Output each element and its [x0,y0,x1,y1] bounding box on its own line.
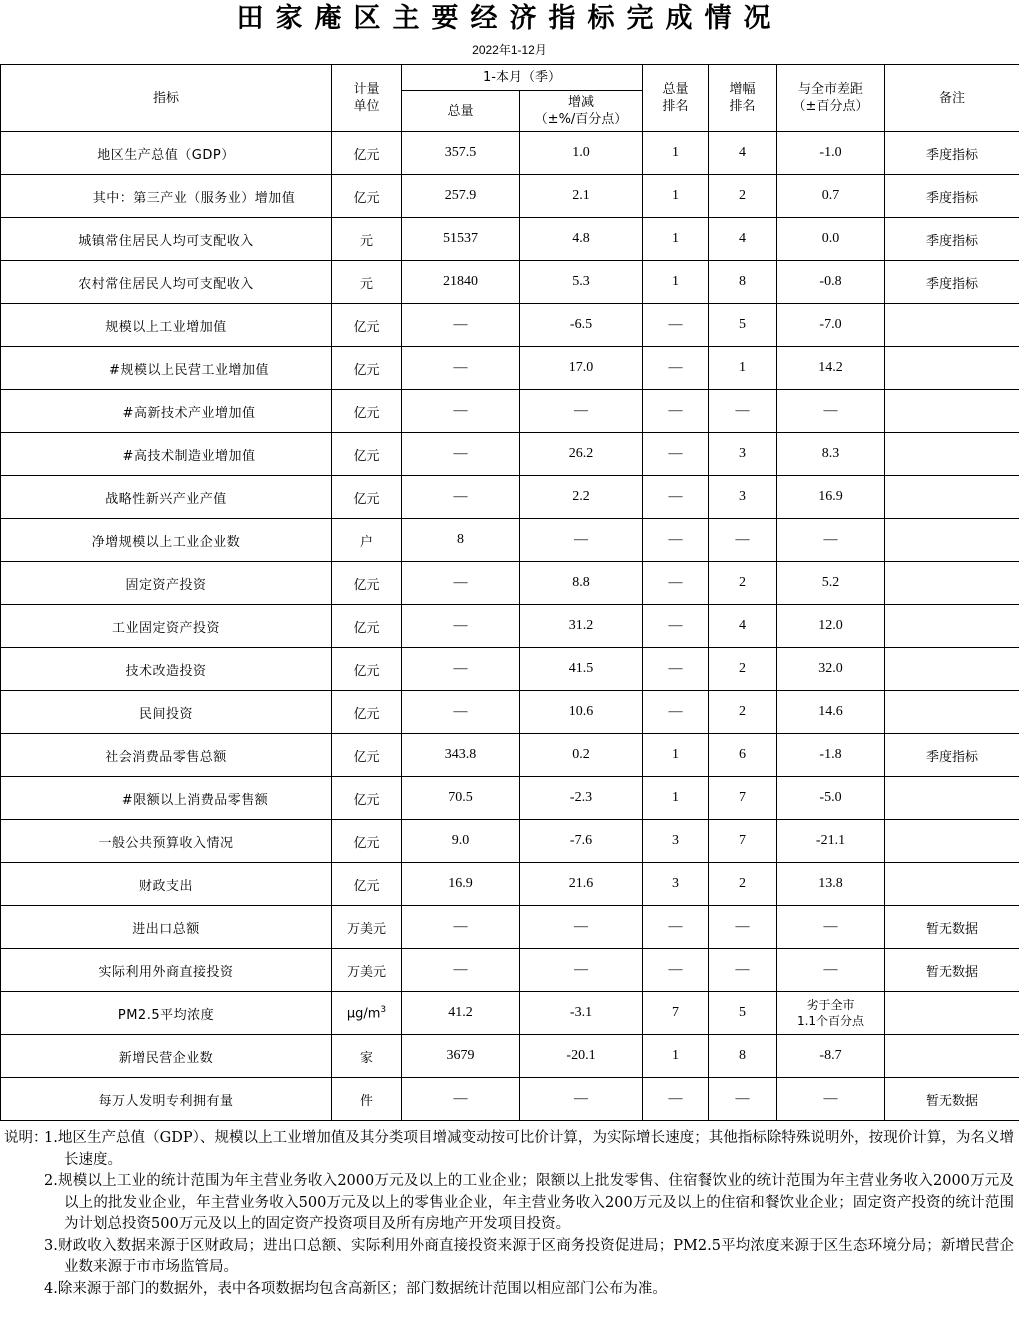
cell-growth-rank: 2 [709,691,777,734]
cell-change: — [520,1078,643,1121]
cell-unit: 万美元 [332,906,402,949]
cell-total: — [402,433,520,476]
cell-gap: -7.0 [777,304,885,347]
cell-change: 17.0 [520,347,643,390]
cell-name: 地区生产总值（GDP） [1,132,332,175]
cell-note: 暂无数据 [885,949,1019,992]
cell-gap: -0.8 [777,261,885,304]
cell-gap: 5.2 [777,562,885,605]
cell-total: — [402,648,520,691]
cell-unit: 元 [332,261,402,304]
cell-name: 技术改造投资 [1,648,332,691]
cell-gap: — [777,949,885,992]
cell-growth-rank: 7 [709,820,777,863]
cell-total-rank: — [643,906,709,949]
cell-unit: 亿元 [332,390,402,433]
cell-name: 一般公共预算收入情况 [1,820,332,863]
cell-total-rank: — [643,433,709,476]
cell-total-rank: — [643,476,709,519]
cell-growth-rank: — [709,906,777,949]
table-row [1,347,1019,390]
cell-change: -6.5 [520,304,643,347]
table-row [1,648,1019,691]
cell-unit: 亿元 [332,347,402,390]
cell-unit: 亿元 [332,691,402,734]
table-row [1,132,1019,175]
cell-total-rank: 3 [643,820,709,863]
cell-growth-rank: 2 [709,562,777,605]
cell-unit: 万美元 [332,949,402,992]
cell-change: — [520,519,643,562]
cell-total: — [402,906,520,949]
cell-gap: 13.8 [777,863,885,906]
cell-unit: 户 [332,519,402,562]
cell-total: 51537 [402,218,520,261]
cell-total-rank: 1 [643,1035,709,1078]
cell-total-rank: 1 [643,261,709,304]
cell-total: 41.2 [402,992,520,1035]
cell-name: 净增规模以上工业企业数 [1,519,332,562]
cell-total-rank: 1 [643,218,709,261]
cell-total-rank: 3 [643,863,709,906]
cell-total-rank: 1 [643,132,709,175]
cell-growth-rank: 3 [709,476,777,519]
cell-unit: 亿元 [332,132,402,175]
cell-gap: 14.6 [777,691,885,734]
cell-note: 季度指标 [885,132,1019,175]
cell-total-rank: 7 [643,992,709,1035]
table-row [1,476,1019,519]
cell-growth-rank: — [709,519,777,562]
table-row [1,906,1019,949]
header-unit [332,65,402,132]
cell-growth-rank: 4 [709,218,777,261]
cell-total: 357.5 [402,132,520,175]
header-period-group: 1-本月（季） [402,65,643,91]
cell-change: — [520,949,643,992]
cell-change: 31.2 [520,605,643,648]
cell-note [885,605,1019,648]
cell-total: — [402,476,520,519]
header-indicator: 指标 [1,65,332,132]
cell-note [885,304,1019,347]
table-row [1,261,1019,304]
table-row [1,605,1019,648]
cell-gap: 12.0 [777,605,885,648]
cell-note: 季度指标 [885,261,1019,304]
cell-note: 暂无数据 [885,1078,1019,1121]
cell-growth-rank: 8 [709,261,777,304]
header-unit-line1: 计量 [353,82,380,97]
cell-note [885,433,1019,476]
header-note: 备注 [885,65,1019,132]
cell-growth-rank: 4 [709,132,777,175]
cell-name: 每万人发明专利拥有量 [1,1078,332,1121]
cell-change: 1.0 [520,132,643,175]
cell-note [885,519,1019,562]
cell-note [885,777,1019,820]
cell-total: — [402,347,520,390]
cell-total: 70.5 [402,777,520,820]
cell-note: 季度指标 [885,218,1019,261]
cell-gap: — [777,906,885,949]
cell-note [885,347,1019,390]
cell-change: — [520,390,643,433]
cell-change: -7.6 [520,820,643,863]
cell-change: 10.6 [520,691,643,734]
cell-total-rank: — [643,304,709,347]
cell-note [885,691,1019,734]
cell-name: 其中：第三产业（服务业）增加值 [1,175,332,218]
unit-superscript: 3 [380,1004,387,1015]
cell-growth-rank: 2 [709,175,777,218]
table-row [1,691,1019,734]
cell-total-rank: — [643,347,709,390]
cell-note [885,476,1019,519]
cell-total: — [402,390,520,433]
cell-growth-rank: — [709,390,777,433]
cell-total: 8 [402,519,520,562]
cell-gap: -5.0 [777,777,885,820]
cell-name: 进出口总额 [1,906,332,949]
table-row [1,1035,1019,1078]
table-row [1,433,1019,476]
cell-gap: -21.1 [777,820,885,863]
cell-total: 3679 [402,1035,520,1078]
cell-note [885,648,1019,691]
cell-gap: 0.0 [777,218,885,261]
cell-change: 21.6 [520,863,643,906]
cell-unit: 件 [332,1078,402,1121]
table-row [1,949,1019,992]
note-item: 2.规模以上工业的统计范围为年主营业务收入2000万元及以上的工业企业；限额以上批发零售、住宿餐饮业的统计范围为年主营业务收入2000万元及以上的批发业企业，年主营业务收入500万元及以上的零售业企业，年主营业务收入200万元及以上的住宿和餐饮业企业；固定资产投资的统计范围为计划总投资500万元及以上的固定资产投资项目及所有房地产开发项目投资。 [44,1173,1014,1232]
gap-text: 劣于全市 1.1个百分点 [796,998,865,1028]
cell-change: 26.2 [520,433,643,476]
cell-unit: 亿元 [332,863,402,906]
cell-gap: — [777,519,885,562]
cell-total: 21840 [402,261,520,304]
cell-growth-rank: 7 [709,777,777,820]
cell-note [885,820,1019,863]
cell-note [885,390,1019,433]
cell-unit: 亿元 [332,304,402,347]
cell-growth-rank: 5 [709,992,777,1035]
cell-total: — [402,562,520,605]
cell-growth-rank: 8 [709,1035,777,1078]
cell-gap: 8.3 [777,433,885,476]
table-row [1,390,1019,433]
cell-note [885,863,1019,906]
table-row [1,777,1019,820]
cell-gap: 16.9 [777,476,885,519]
cell-name: 规模以上工业增加值 [1,304,332,347]
cell-unit: 亿元 [332,175,402,218]
table-row [1,218,1019,261]
cell-name: 民间投资 [1,691,332,734]
cell-gap: 14.2 [777,347,885,390]
cell-gap: — [777,1078,885,1121]
cell-unit: 亿元 [332,648,402,691]
cell-name: 社会消费品零售总额 [1,734,332,777]
cell-total: 9.0 [402,820,520,863]
cell-gap: -8.7 [777,1035,885,1078]
report-period: 2022年1-12月 [472,43,547,57]
cell-name: #高新技术产业增加值 [1,390,332,433]
cell-note [885,1035,1019,1078]
table-row [1,863,1019,906]
table-row [1,519,1019,562]
cell-change: 8.8 [520,562,643,605]
cell-change: 2.2 [520,476,643,519]
cell-name: #规模以上民营工业增加值 [1,347,332,390]
cell-unit: 亿元 [332,820,402,863]
cell-total-rank: — [643,691,709,734]
cell-change: -2.3 [520,777,643,820]
cell-change: 4.8 [520,218,643,261]
cell-unit: 亿元 [332,605,402,648]
cell-growth-rank: — [709,1078,777,1121]
cell-name: PM2.5平均浓度 [1,992,332,1035]
cell-change: 2.1 [520,175,643,218]
cell-total: 257.9 [402,175,520,218]
cell-unit: 亿元 [332,433,402,476]
cell-gap: -1.0 [777,132,885,175]
cell-total-rank: — [643,1078,709,1121]
cell-total-rank: 1 [643,175,709,218]
cell-name: 工业固定资产投资 [1,605,332,648]
table-row [1,175,1019,218]
note-item: 3.财政收入数据来源于区财政局；进出口总额、实际利用外商直接投资来源于区商务投资促进局；PM2.5平均浓度来源于区生态环境分局；新增民营企业数来源于市市场监管局。 [44,1237,1014,1275]
table-row [1,992,1019,1035]
table-row [1,820,1019,863]
header-unit-line2: 单位 [353,99,380,114]
cell-name: 实际利用外商直接投资 [1,949,332,992]
header-city-gap: 与全市差距 （±百分点） [777,65,885,132]
cell-name: #限额以上消费品零售额 [1,777,332,820]
table-row [1,562,1019,605]
cell-total: — [402,304,520,347]
cell-change: -20.1 [520,1035,643,1078]
cell-growth-rank: 3 [709,433,777,476]
cell-gap: — [777,390,885,433]
header-total-rank: 总量 排名 [643,65,709,132]
cell-growth-rank: 2 [709,648,777,691]
cell-total-rank: 1 [643,734,709,777]
cell-change: 0.2 [520,734,643,777]
cell-unit: 亿元 [332,562,402,605]
cell-total: — [402,691,520,734]
cell-growth-rank: 1 [709,347,777,390]
notes-section [4,1128,1014,1300]
cell-growth-rank: 5 [709,304,777,347]
cell-total-rank: — [643,390,709,433]
cell-name: #高技术制造业增加值 [1,433,332,476]
cell-name: 城镇常住居民人均可支配收入 [1,218,332,261]
cell-growth-rank: 4 [709,605,777,648]
page-title: 田家庵区主要经济指标完成情况 [236,3,783,34]
header-total: 总量 [402,91,520,132]
note-item: 4.除来源于部门的数据外，表中各项数据均包含高新区；部门数据统计范围以相应部门公布为准。 [44,1280,667,1297]
unit-text: μg/m [346,1006,381,1022]
cell-change: 41.5 [520,648,643,691]
cell-total: — [402,949,520,992]
notes-label: 说明： [4,1130,48,1146]
header-growth-rank: 增幅 排名 [709,65,777,132]
table-row [1,734,1019,777]
cell-total: — [402,605,520,648]
cell-gap: 0.7 [777,175,885,218]
cell-growth-rank: 2 [709,863,777,906]
cell-note: 季度指标 [885,175,1019,218]
cell-gap: 32.0 [777,648,885,691]
cell-name: 农村常住居民人均可支配收入 [1,261,332,304]
header-change: 增减 （±%/百分点） [520,91,643,132]
cell-total-rank: — [643,648,709,691]
cell-unit: 亿元 [332,777,402,820]
cell-unit: 元 [332,218,402,261]
cell-total: 16.9 [402,863,520,906]
cell-total-rank: — [643,605,709,648]
table-row [1,304,1019,347]
cell-note [885,562,1019,605]
cell-change: 5.3 [520,261,643,304]
cell-note: 季度指标 [885,734,1019,777]
cell-change: -3.1 [520,992,643,1035]
cell-gap [777,992,885,1035]
cell-total-rank: — [643,519,709,562]
cell-total: — [402,1078,520,1121]
cell-unit: 家 [332,1035,402,1078]
cell-name: 新增民营企业数 [1,1035,332,1078]
cell-gap: -1.8 [777,734,885,777]
cell-unit: 亿元 [332,734,402,777]
cell-change: — [520,906,643,949]
cell-total-rank: — [643,562,709,605]
cell-unit [332,992,402,1035]
table-row [1,1078,1019,1121]
cell-name: 固定资产投资 [1,562,332,605]
cell-growth-rank: 6 [709,734,777,777]
cell-name: 战略性新兴产业产值 [1,476,332,519]
cell-total-rank: 1 [643,777,709,820]
indicator-table [0,64,1019,1121]
cell-total: 343.8 [402,734,520,777]
cell-total-rank: — [643,949,709,992]
cell-name: 财政支出 [1,863,332,906]
cell-note: 暂无数据 [885,906,1019,949]
cell-growth-rank: — [709,949,777,992]
note-item: 1.地区生产总值（GDP）、规模以上工业增加值及其分类项目增减变动按可比价计算，为实际增长速度；其他指标除特殊说明外，按现价计算，为名义增长速度。 [44,1130,1014,1168]
cell-note [885,992,1019,1035]
cell-unit: 亿元 [332,476,402,519]
